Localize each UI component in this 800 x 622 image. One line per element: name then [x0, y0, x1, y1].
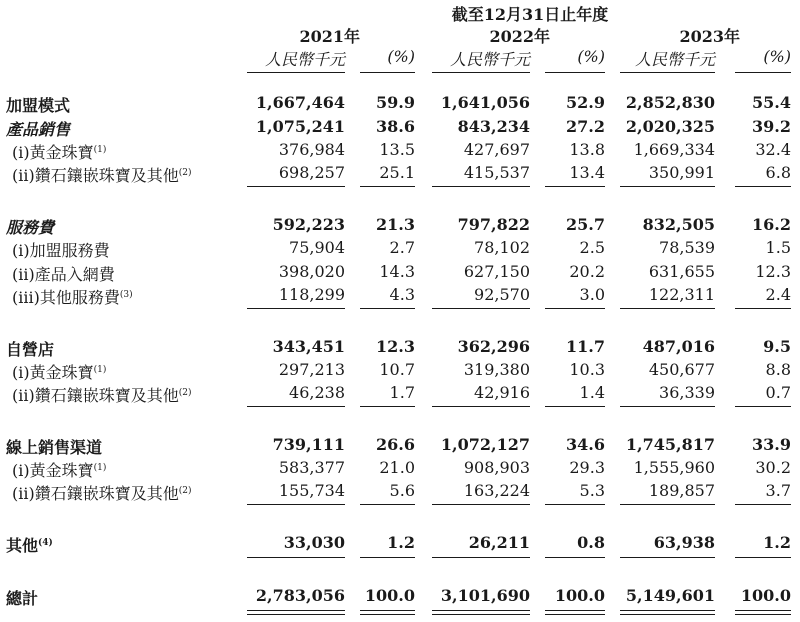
amount-cell: 1,745,817: [625, 435, 715, 454]
total-double-rule: [545, 614, 605, 615]
percent-cell: 4.3: [389, 285, 415, 304]
table-rule: [620, 610, 715, 611]
amount-cell: 46,238: [289, 383, 345, 402]
amount-cell: 3,101,690: [440, 586, 530, 605]
footnote-marker: (2): [178, 388, 192, 398]
row-label-text: (i)黃金珠寶: [12, 143, 94, 162]
table-rule: [432, 504, 530, 505]
row-label: [6, 383, 191, 406]
total-double-rule: [247, 614, 345, 615]
table-rule: [545, 72, 605, 73]
amount-cell: 362,296: [457, 337, 530, 356]
footnote-marker: (1): [93, 145, 107, 155]
amount-cell: 63,938: [653, 533, 715, 552]
row-label: [6, 360, 106, 383]
row-label: [6, 140, 106, 163]
percent-cell: 25.1: [379, 163, 415, 182]
table-rule: [432, 610, 530, 611]
amount-cell: 36,339: [659, 383, 715, 402]
table-rule: [360, 504, 415, 505]
table-rule: [360, 72, 415, 73]
row-label-text: (iii)其他服務費: [12, 288, 120, 307]
percent-cell: 21.0: [379, 458, 415, 477]
table-rule: [735, 186, 791, 187]
unit-2022-heading: 人民幣千元: [449, 50, 530, 69]
amount-cell: 376,984: [278, 140, 345, 159]
footnote-marker: (1): [93, 365, 107, 375]
amount-cell: 2,020,325: [625, 117, 715, 136]
row-label-text: 總計: [6, 589, 39, 608]
amount-cell: 2,783,056: [255, 586, 345, 605]
percent-cell: 34.6: [566, 435, 605, 454]
amount-cell: 1,641,056: [440, 93, 530, 112]
table-rule: [735, 504, 791, 505]
amount-cell: 155,734: [278, 481, 345, 500]
footnote-marker: (2): [178, 168, 192, 178]
table-rule: [360, 308, 415, 309]
percent-cell: 0.7: [765, 383, 791, 402]
row-label-text: (i)黃金珠寶: [12, 363, 94, 382]
percent-cell: 16.2: [752, 215, 791, 234]
percent-cell: 3.0: [579, 285, 605, 304]
amount-cell: 189,857: [648, 481, 715, 500]
table-rule: [432, 557, 530, 558]
amount-cell: 908,903: [463, 458, 530, 477]
table-rule: [735, 406, 791, 407]
amount-cell: 33,030: [283, 533, 345, 552]
percent-cell: 30.2: [755, 458, 791, 477]
percent-cell: 33.9: [752, 435, 791, 454]
amount-cell: 698,257: [278, 163, 345, 182]
percent-cell: 26.6: [376, 435, 415, 454]
table-rule: [620, 406, 715, 407]
table-rule: [432, 406, 530, 407]
row-label: [6, 586, 38, 609]
table-rule: [360, 186, 415, 187]
amount-cell: 1,075,241: [255, 117, 345, 136]
amount-cell: 415,537: [463, 163, 530, 182]
row-label-text: (i)加盟服務費: [12, 241, 110, 260]
table-rule: [247, 72, 345, 73]
percent-cell: 12.3: [376, 337, 415, 356]
amount-cell: 92,570: [474, 285, 530, 304]
row-label: [6, 93, 70, 116]
row-label-text: 自營店: [6, 340, 55, 359]
row-label-text: (ii)鑽石鑲嵌珠寶及其他: [12, 484, 179, 503]
amount-cell: 350,991: [648, 163, 715, 182]
amount-cell: 450,677: [648, 360, 715, 379]
footnote-marker: (1): [93, 463, 107, 473]
table-rule: [360, 557, 415, 558]
percent-cell: 3.7: [765, 481, 791, 500]
row-label-text: (ii)鑽石鑲嵌珠寶及其他: [12, 386, 179, 405]
row-label: [6, 435, 102, 458]
pct-2023-heading: (%): [763, 47, 791, 66]
amount-cell: 78,102: [474, 238, 530, 257]
percent-cell: 9.5: [763, 337, 791, 356]
pct-2021-heading: (%): [387, 47, 415, 66]
table-rule: [545, 308, 605, 309]
row-label: [6, 215, 54, 238]
table-rule: [545, 610, 605, 611]
footnote-marker: (4): [38, 538, 53, 548]
table-rule: [247, 504, 345, 505]
percent-cell: 13.4: [569, 163, 605, 182]
table-rule: [620, 72, 715, 73]
amount-cell: 627,150: [463, 262, 530, 281]
amount-cell: 592,223: [272, 215, 345, 234]
percent-cell: 100.0: [554, 586, 605, 605]
footnote-marker: (3): [119, 290, 133, 300]
amount-cell: 832,505: [642, 215, 715, 234]
amount-cell: 26,211: [468, 533, 530, 552]
amount-cell: 319,380: [463, 360, 530, 379]
amount-cell: 1,072,127: [440, 435, 530, 454]
row-label: [6, 285, 133, 308]
percent-cell: 100.0: [740, 586, 791, 605]
row-label-text: 其他: [6, 536, 39, 555]
table-rule: [735, 610, 791, 611]
amount-cell: 163,224: [463, 481, 530, 500]
row-label: [6, 117, 70, 140]
row-label-text: (i)黃金珠寶: [12, 461, 94, 480]
percent-cell: 1.4: [579, 383, 605, 402]
table-rule: [247, 186, 345, 187]
percent-cell: 21.3: [376, 215, 415, 234]
percent-cell: 25.7: [566, 215, 605, 234]
percent-cell: 2.4: [765, 285, 791, 304]
unit-2021-heading: 人民幣千元: [264, 50, 345, 69]
percent-cell: 38.6: [376, 117, 415, 136]
period-heading: 截至12月31日止年度: [451, 5, 609, 24]
percent-cell: 2.7: [389, 238, 415, 257]
table-rule: [735, 557, 791, 558]
row-label-text: (ii)產品入網費: [12, 265, 115, 284]
row-label: [6, 481, 191, 504]
percent-cell: 59.9: [376, 93, 415, 112]
total-double-rule: [360, 614, 415, 615]
percent-cell: 29.3: [569, 458, 605, 477]
year-2021-heading: 2021年: [299, 27, 360, 46]
pct-2022-heading: (%): [577, 47, 605, 66]
amount-cell: 739,111: [272, 435, 345, 454]
percent-cell: 13.8: [569, 140, 605, 159]
total-double-rule: [735, 614, 791, 615]
amount-cell: 631,655: [648, 262, 715, 281]
percent-cell: 12.3: [755, 262, 791, 281]
table-rule: [545, 406, 605, 407]
percent-cell: 5.6: [389, 481, 415, 500]
row-label-text: 線上銷售渠道: [6, 438, 103, 457]
amount-cell: 398,020: [278, 262, 345, 281]
row-label-text: 服務費: [6, 218, 55, 237]
total-double-rule: [432, 614, 530, 615]
row-label: [6, 262, 115, 285]
amount-cell: 5,149,601: [625, 586, 715, 605]
table-rule: [620, 557, 715, 558]
table-rule: [545, 186, 605, 187]
table-rule: [360, 610, 415, 611]
footnote-marker: (2): [178, 486, 192, 496]
amount-cell: 42,916: [474, 383, 530, 402]
amount-cell: 2,852,830: [625, 93, 715, 112]
row-label-text: (ii)鑽石鑲嵌珠寶及其他: [12, 166, 179, 185]
amount-cell: 343,451: [272, 337, 345, 356]
table-rule: [247, 557, 345, 558]
percent-cell: 1.2: [763, 533, 791, 552]
table-rule: [545, 504, 605, 505]
table-rule: [247, 308, 345, 309]
percent-cell: 39.2: [752, 117, 791, 136]
total-double-rule: [620, 614, 715, 615]
row-label: [6, 458, 106, 481]
table-rule: [545, 557, 605, 558]
percent-cell: 5.3: [579, 481, 605, 500]
amount-cell: 1,667,464: [255, 93, 345, 112]
amount-cell: 427,697: [463, 140, 530, 159]
percent-cell: 52.9: [566, 93, 605, 112]
table-rule: [620, 504, 715, 505]
year-2022-heading: 2022年: [489, 27, 550, 46]
percent-cell: 10.3: [569, 360, 605, 379]
percent-cell: 32.4: [755, 140, 791, 159]
amount-cell: 122,311: [648, 285, 715, 304]
amount-cell: 75,904: [289, 238, 345, 257]
percent-cell: 55.4: [752, 93, 791, 112]
table-rule: [620, 186, 715, 187]
amount-cell: 487,016: [642, 337, 715, 356]
row-label: [6, 337, 54, 360]
percent-cell: 1.2: [387, 533, 415, 552]
table-rule: [735, 72, 791, 73]
row-label-text: 加盟模式: [6, 96, 71, 115]
amount-cell: 1,555,960: [633, 458, 715, 477]
percent-cell: 100.0: [364, 586, 415, 605]
amount-cell: 78,539: [659, 238, 715, 257]
row-label: [6, 533, 53, 556]
amount-cell: 297,213: [278, 360, 345, 379]
percent-cell: 20.2: [569, 262, 605, 281]
row-label-text: 產品銷售: [6, 120, 71, 139]
year-2023-heading: 2023年: [679, 27, 740, 46]
amount-cell: 118,299: [278, 285, 345, 304]
percent-cell: 0.8: [577, 533, 605, 552]
table-rule: [247, 406, 345, 407]
table-rule: [735, 308, 791, 309]
table-rule: [620, 308, 715, 309]
table-rule: [360, 406, 415, 407]
amount-cell: 797,822: [457, 215, 530, 234]
percent-cell: 1.5: [765, 238, 791, 257]
table-rule: [432, 72, 530, 73]
percent-cell: 11.7: [566, 337, 605, 356]
table-rule: [432, 186, 530, 187]
percent-cell: 13.5: [379, 140, 415, 159]
table-rule: [432, 308, 530, 309]
percent-cell: 27.2: [566, 117, 605, 136]
row-label: [6, 238, 110, 261]
percent-cell: 10.7: [379, 360, 415, 379]
unit-2023-heading: 人民幣千元: [634, 50, 715, 69]
amount-cell: 1,669,334: [633, 140, 715, 159]
percent-cell: 2.5: [579, 238, 605, 257]
percent-cell: 14.3: [379, 262, 415, 281]
amount-cell: 843,234: [457, 117, 530, 136]
amount-cell: 583,377: [278, 458, 345, 477]
percent-cell: 1.7: [389, 383, 415, 402]
percent-cell: 8.8: [765, 360, 791, 379]
table-rule: [247, 610, 345, 611]
row-label: [6, 163, 191, 186]
percent-cell: 6.8: [765, 163, 791, 182]
